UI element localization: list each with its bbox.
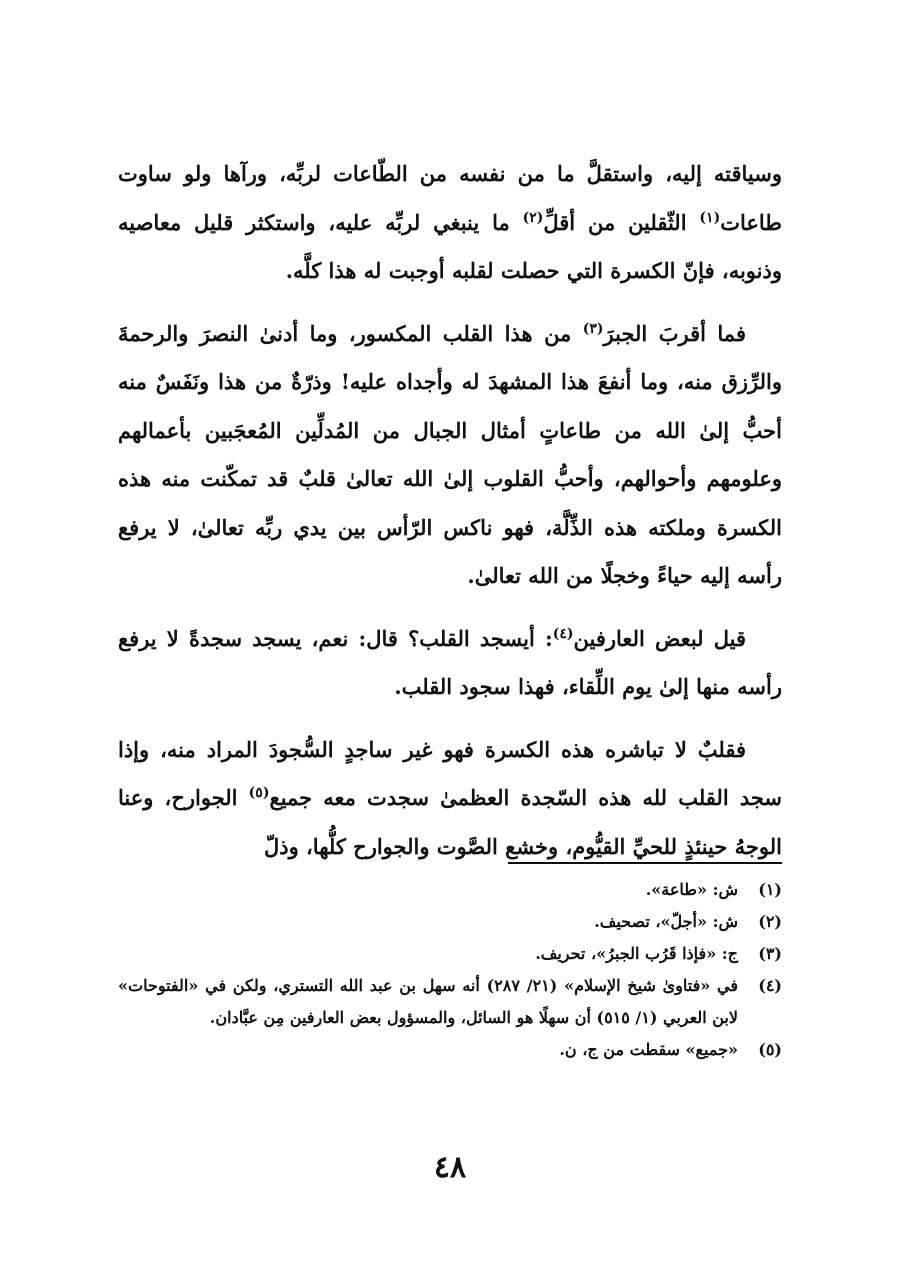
footnote-divider <box>508 862 782 864</box>
paragraph <box>118 310 782 601</box>
footnote <box>118 1034 782 1066</box>
footnotes <box>118 874 782 1066</box>
footnote-ref: (٥) <box>248 785 270 801</box>
text-run: الجوارح، وعنا الوجهُ حينئذٍ للحيِّ القيُّوم، وخشع الصَّوت والجوارح كلُّها، وذلّ <box>118 785 782 859</box>
paragraph <box>118 726 782 872</box>
footnote-ref: (٣) <box>582 320 604 337</box>
footnote-number: (٥) <box>758 1040 782 1059</box>
footnote-number: (٢) <box>758 912 782 931</box>
text-run: : أيسجد القلب؟ قال: نعم، يسجد سجدةً لا يرفع رأسه منها إلىٰ يوم اللِّقاء، فهذا سجود القلب. <box>118 625 782 699</box>
text-run: وسياقته إليه، واستقلَّ ما من نفسه من الطّاعات لربِّه، ورآها ولو ساوت طاعات <box>118 161 782 235</box>
footnote-text: ش: «أجلّ»، تصحيف. <box>594 912 738 931</box>
text-run: ما ينبغي لربِّه عليه، واستكثر قليل معاصيه وذنوبه، فإنّ الكسرة التي حصلت لقلبه أوجبت له هذا كلَّه. <box>118 209 782 283</box>
page-number: ٤٨ <box>433 1150 467 1185</box>
paragraph <box>118 150 782 296</box>
footnote-number: (٤) <box>758 976 782 995</box>
text-run: الثّقلين من أقلِّ <box>543 209 700 235</box>
text-run: فقلبٌ لا تباشره هذه الكسرة فهو غير ساجدٍ السُّجودَ المراد منه، وإذا سجد القلب لله هذه السّجدة العظمىٰ سجدت معه جميع <box>118 736 782 810</box>
footnote-text: ش: «طاعة». <box>645 880 738 899</box>
footnote-text: في «فتاوىٰ شيخ الإسلام» (٢١/ ٢٨٧) أنه سهل بن عبد الله التستري، ولكن في «الفتوحات» لابن العربي (١/ ٥١٥) أن سهلًا هو السائل، والمسؤول بعض العارفين مِن عبَّادان. <box>118 976 738 1027</box>
footnote-text: ج: «فإذا قَرُب الجبرُ»، تحريف. <box>535 944 738 963</box>
footnote-ref: (١) <box>699 209 721 226</box>
footnote-number: (٣) <box>758 944 782 963</box>
main-text <box>118 150 782 885</box>
text-run: قيل لبعض العارفين <box>573 625 746 651</box>
footnote <box>118 906 782 938</box>
footnote-text: «جميع» سقطت من ج، ن. <box>559 1040 738 1059</box>
text-run: من هذا القلب المكسور، وما أدنىٰ النصرَ والرحمةَ والرِّزق منه، وما أنفعَ هذا المشهدَ له وأجداه عليه! وذرّةٌ من هذا ونَفَسٌ منه أحبُّ إلىٰ الله من طاعاتٍ أمثال الجبال من المُدلِّين المُعجَبين بأعمالهم وعلومهم وأحوالهم، وأحبُّ القلوب إلىٰ الله تعالىٰ قلبٌ قد تمكّنت منه هذه الكسرة وملكته هذه الذِّلَّة، فهو ناكس الرّأس بين يدي ربِّه تعالىٰ، لا يرفع رأسه إليه حياءً وخجلًا من الله تعالىٰ. <box>118 320 782 588</box>
paragraph <box>118 615 782 712</box>
footnote <box>118 938 782 970</box>
text-run: فما أقربَ الجبرَ <box>603 320 746 346</box>
footnote-ref: (٤) <box>552 625 574 642</box>
footnote-ref: (٢) <box>522 209 544 226</box>
footnote <box>118 970 782 1034</box>
footnote-number: (١) <box>758 880 782 899</box>
footnote <box>118 874 782 906</box>
